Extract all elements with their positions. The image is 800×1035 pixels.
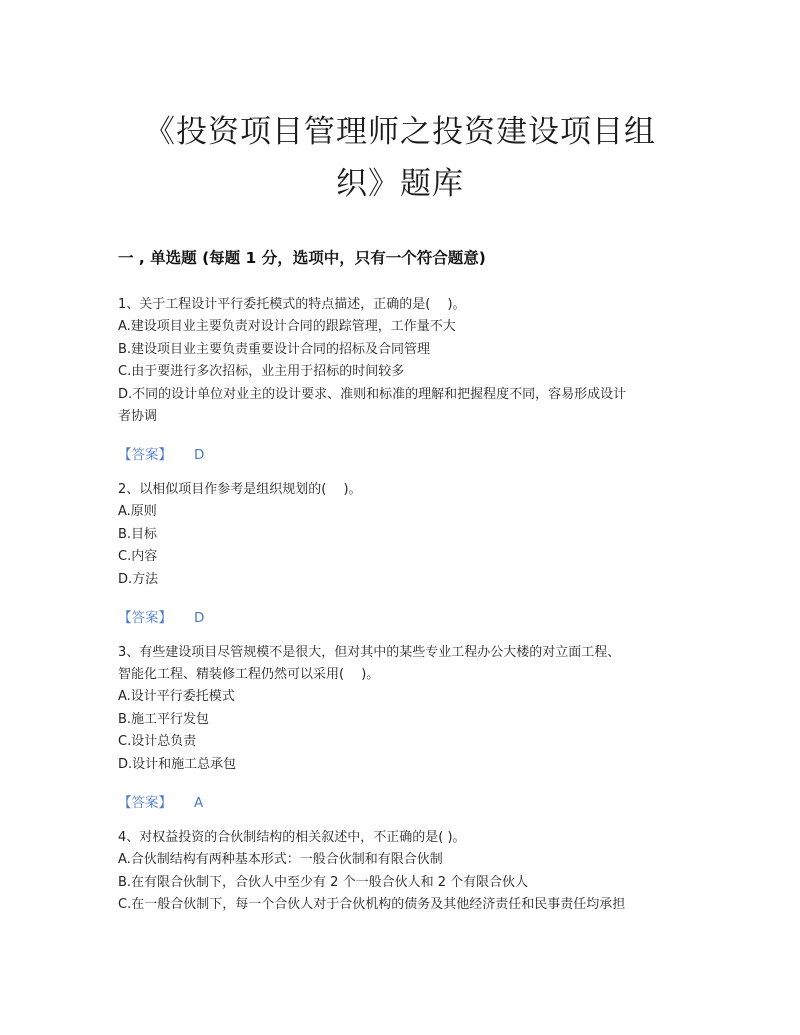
- question-1-option-c: C.由于要进行多次招标，业主用于招标的时间较多: [118, 364, 405, 379]
- question-1-option-d-cont: 者协调: [118, 409, 158, 424]
- answer-label: 【答案】: [118, 447, 172, 463]
- answer-value: D: [194, 610, 205, 626]
- question-2-answer: [118, 606, 204, 626]
- answer-label: 【答案】: [118, 795, 172, 811]
- question-3-option-b: B.施工平行发包: [118, 712, 210, 727]
- question-3-option-c: C.设计总负责: [118, 734, 197, 749]
- answer-value: D: [194, 447, 205, 463]
- question-1-stem: 1、关于工程设计平行委托模式的特点描述，正确的是( )。: [118, 297, 466, 312]
- question-2-option-d: D.方法: [118, 572, 159, 587]
- question-1-option-b: B.建设项目业主要负责重要设计合同的招标及合同管理: [118, 342, 431, 357]
- question-1-option-a: A.建设项目业主要负责对设计合同的跟踪管理，工作量不大: [118, 319, 456, 334]
- question-3-answer: [118, 791, 203, 811]
- title-line-1: 《投资项目管理师之投资建设项目组: [144, 114, 656, 150]
- question-4-option-a: A.合伙制结构有两种基本形式：一般合伙制和有限合伙制: [118, 852, 443, 867]
- document-title: [100, 106, 700, 210]
- question-2-option-b: B.目标: [118, 527, 158, 542]
- answer-label: 【答案】: [118, 610, 172, 626]
- question-2-option-a: A.原则: [118, 504, 157, 519]
- section-heading: 一 , 单选题 (每题 1 分，选项中，只有一个符合题意): [118, 249, 486, 267]
- question-3-option-a: A.设计平行委托模式: [118, 689, 235, 704]
- question-4-option-b: B.在有限合伙制下，合伙人中至少有 2 个一般合伙人和 2 个有限合伙人: [118, 875, 529, 890]
- question-3-stem: 3、有些建设项目尽管规模不是很大，但对其中的某些专业工程办公大楼的对立面工程、: [118, 645, 621, 660]
- question-4-stem: 4、对权益投资的合伙制结构的相关叙述中，不正确的是( )。: [118, 830, 466, 845]
- answer-value: A: [194, 795, 204, 811]
- question-1-option-d: D.不同的设计单位对业主的设计要求、准则和标准的理解和把握程度不同，容易形成设计: [118, 387, 627, 402]
- question-2-option-c: C.内容: [118, 549, 158, 564]
- question-4-option-c: C.在一般合伙制下，每一个合伙人对于合伙机构的债务及其他经济责任和民事责任均承担: [118, 897, 626, 912]
- title-line-2: 织》题库: [336, 166, 464, 202]
- question-3-option-d: D.设计和施工总承包: [118, 757, 237, 772]
- question-2-stem: 2、以相似项目作参考是组织规划的( )。: [118, 482, 362, 497]
- question-3-stem-cont: 智能化工程、精装修工程仍然可以采用( )。: [118, 667, 380, 682]
- question-1-answer: [118, 443, 204, 463]
